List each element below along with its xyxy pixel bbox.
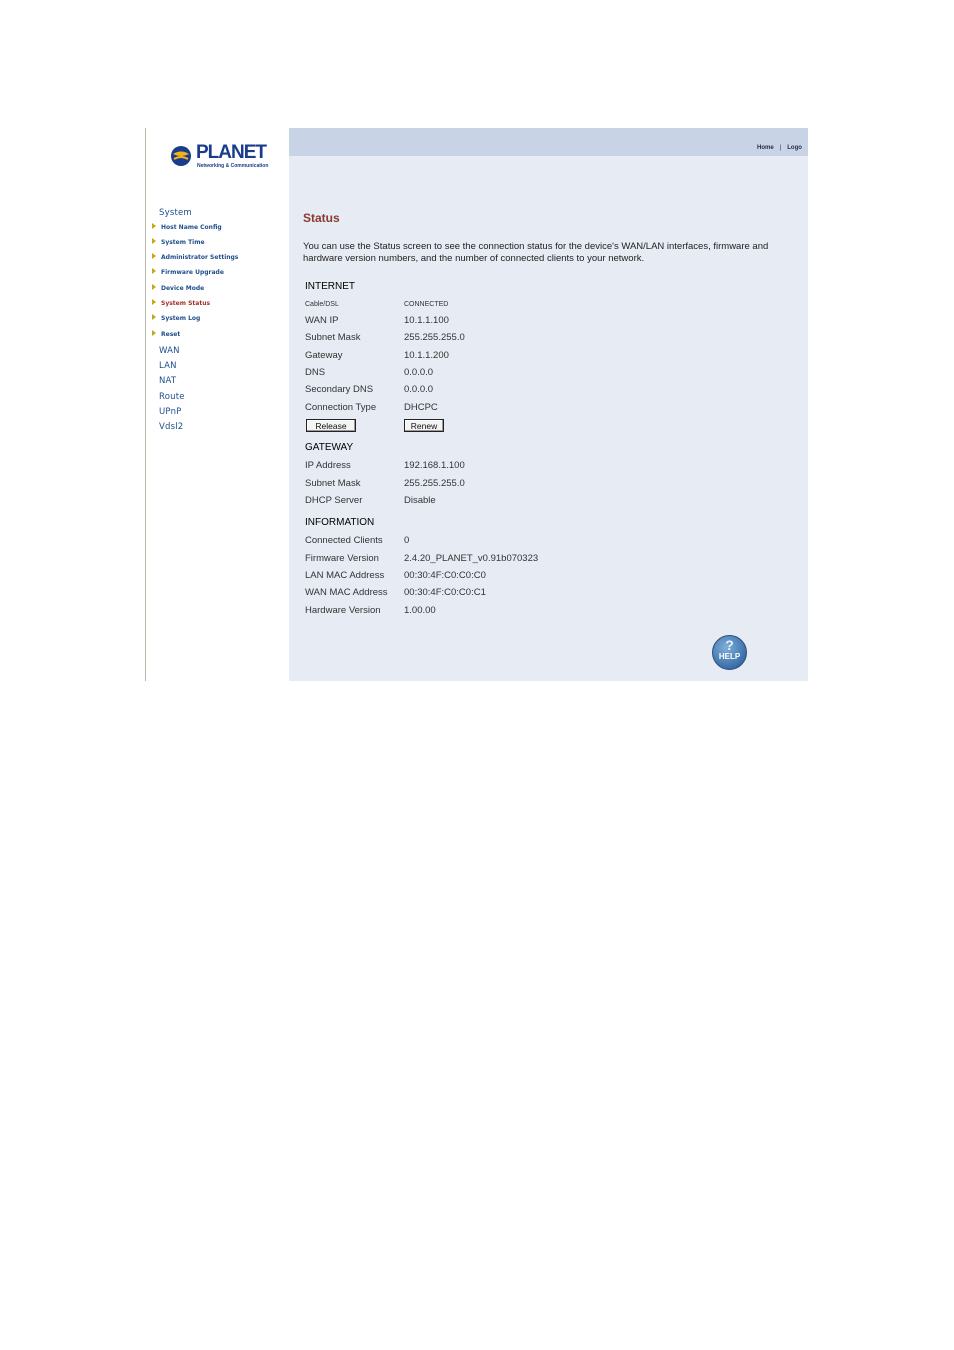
lan-subnet-mask-value: 255.255.255.0 [404, 478, 465, 489]
top-links [757, 145, 802, 151]
firmware-version-label: Firmware Version [305, 553, 379, 564]
sidebar-item-system[interactable]: System [159, 208, 192, 218]
sidebar-item-route[interactable]: Route [159, 392, 185, 402]
connection-type-value: DHCPC [404, 402, 438, 413]
lan-subnet-mask-label: Subnet Mask [305, 478, 361, 489]
connected-clients-value: 0 [404, 535, 410, 546]
sidebar-item-administrator-settings[interactable]: Administrator Settings [152, 253, 238, 262]
arrow-right-icon [152, 238, 156, 244]
arrow-right-icon [152, 223, 156, 229]
dns-value: 0.0.0.0 [404, 367, 434, 378]
cable-dsl-label: Cable/DSL [305, 301, 339, 308]
connection-type-label: Connection Type [305, 402, 377, 413]
ip-address-value: 192.168.1.100 [404, 460, 465, 471]
sidebar-item-system-log[interactable]: System Log [152, 314, 200, 323]
arrow-right-icon [152, 268, 156, 274]
arrow-right-icon [152, 253, 156, 259]
sidebar-item-vdsl2[interactable]: Vdsl2 [159, 422, 184, 432]
page-title: Status [303, 211, 340, 225]
gateway-heading: GATEWAY [305, 442, 354, 453]
renew-button[interactable]: Renew [404, 419, 444, 432]
hardware-version-label: Hardware Version [305, 605, 381, 616]
sidebar-item-device-mode[interactable]: Device Mode [152, 284, 204, 293]
help-button[interactable] [712, 635, 747, 670]
wan-ip-label: WAN IP [305, 315, 339, 326]
ip-address-label: IP Address [305, 460, 351, 471]
wan-mac-address-label: WAN MAC Address [305, 587, 388, 598]
sidebar-item-lan[interactable]: LAN [159, 361, 177, 371]
sidebar-item-upnp[interactable]: UPnP [159, 407, 182, 417]
gateway-value: 10.1.1.200 [404, 350, 449, 361]
internet-heading: INTERNET [305, 281, 355, 292]
help-label: HELP [718, 652, 741, 661]
secondary-dns-label: Secondary DNS [305, 384, 374, 395]
subnet-mask-label: Subnet Mask [305, 332, 361, 343]
link-separator: | [779, 145, 782, 151]
top-bar [289, 128, 808, 156]
sidebar-item-system-time[interactable]: System Time [152, 238, 205, 247]
wan-mac-address-value: 00:30:4F:C0:C0:C1 [404, 587, 486, 598]
hardware-version-value: 1.00.00 [404, 605, 436, 616]
lan-mac-address-value: 00:30:4F:C0:C0:C0 [404, 570, 486, 581]
wan-ip-value: 10.1.1.100 [404, 315, 449, 326]
page-description: You can use the Status screen to see the connection status for the device's WAN/LAN interfaces, firmware and hardware version numbers, and the number of connected clients to your network. [303, 241, 769, 264]
information-heading: INFORMATION [305, 517, 375, 528]
release-button[interactable]: Release [306, 419, 356, 432]
arrow-right-icon [152, 314, 156, 320]
sidebar-item-nat[interactable]: NAT [159, 376, 177, 386]
lan-mac-address-label: LAN MAC Address [305, 570, 385, 581]
sidebar-item-reset[interactable]: Reset [152, 330, 180, 339]
home-link[interactable]: Home [757, 145, 774, 151]
content-panel [289, 128, 808, 681]
brand-tagline: Networking & Communication [197, 163, 269, 169]
cable-dsl-value: CONNECTED [404, 301, 449, 308]
subnet-mask-value: 255.255.255.0 [404, 332, 465, 343]
firmware-version-value: 2.4.20_PLANET_v0.91b070323 [404, 553, 539, 564]
dhcp-server-label: DHCP Server [305, 495, 363, 506]
arrow-right-icon [152, 299, 156, 305]
dhcp-server-value: Disable [404, 495, 436, 506]
secondary-dns-value: 0.0.0.0 [404, 384, 434, 395]
planet-logo[interactable] [170, 142, 270, 174]
question-mark-icon: ? [725, 637, 734, 653]
sidebar-divider [145, 128, 146, 681]
brand-name: PLANET [196, 142, 266, 163]
gateway-label: Gateway [305, 350, 343, 361]
sidebar-item-system-status[interactable]: System Status [152, 299, 210, 308]
arrow-right-icon [152, 284, 156, 290]
sidebar-item-host-name-config[interactable]: Host Name Config [152, 223, 222, 232]
sidebar-item-firmware-upgrade[interactable]: Firmware Upgrade [152, 268, 224, 277]
globe-icon [170, 145, 192, 167]
dns-label: DNS [305, 367, 326, 378]
sidebar-item-wan[interactable]: WAN [159, 346, 180, 356]
logout-link[interactable]: Logo [787, 145, 802, 151]
arrow-right-icon [152, 330, 156, 336]
connected-clients-label: Connected Clients [305, 535, 383, 546]
